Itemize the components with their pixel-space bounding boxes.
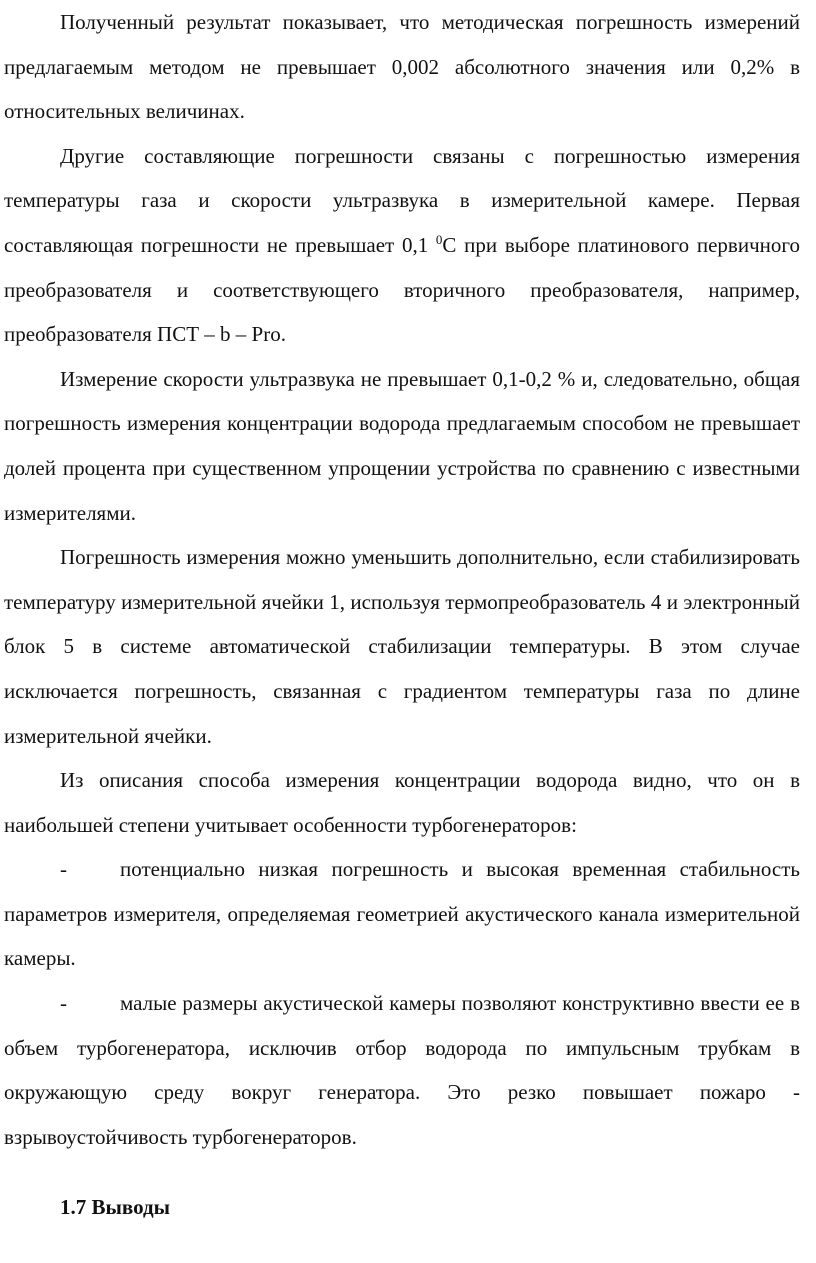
list-item — [4, 981, 800, 1159]
list-item-text: потенциально низкая погрешность и высокая временная стабильность параметров измерителя, определяемая геометрией акустического канала измерительной камеры. — [4, 857, 800, 971]
paragraph-ultrasound: Измерение скорости ультразвука не превышает 0,1-0,2 % и, следовательно, общая погрешность измерения концентрации водорода предлагаемым способом не превышает долей процента при существенном упрощении устройства по сравнению с известными измерителями. — [4, 366, 800, 525]
list-marker: - — [60, 857, 67, 882]
degree-superscript: 0 — [435, 231, 443, 247]
paragraph-other-errors-text: Другие составляющие погрешности связаны с погрешностью измерения температуры газа и скорости ультразвука в измерительной камере. Первая составляющая погрешности не превышает 0,1 — [4, 143, 800, 257]
list-item-text: малые размеры акустической камеры позволяют конструктивно ввести ее в объем турбогенератора, исключив отбор водорода по импульсным трубкам в окружающую среду вокруг генератора. Это резко повышает пожаро - взрывоустойчивость турбогенераторов. — [4, 991, 800, 1149]
paragraph-stabilization: Погрешность измерения можно уменьшить дополнительно, если стабилизировать температуру измерительной ячейки 1, используя термопреобразователь 4 и электронный блок 5 в системе автоматической стабилизации температуры. В этом случае исключается погрешность, связанная с градиентом температуры газа по длине измерительной ячейки. — [4, 545, 800, 748]
section-heading: 1.7 Выводы — [60, 1195, 171, 1219]
paragraph-other-errors-text-end: С при выборе платинового первичного преобразователя и соответствующего вторичного преобразователя, например, преобразователя ПСТ – b – Pro. — [4, 232, 800, 347]
list-marker: - — [60, 991, 67, 1016]
paragraph-method-description: Из описания способа измерения концентрации водорода видно, что он в наибольшей степени учитывает особенности турбогенераторов: — [4, 768, 800, 837]
list-item — [4, 847, 800, 981]
document-page — [4, 0, 800, 1159]
paragraph-other-errors — [4, 134, 800, 357]
paragraph-result: Полученный результат показывает, что методическая погрешность измерений предлагаемым методом не превышает 0,002 абсолютного значения или 0,2% в относительных величинах. — [4, 10, 800, 124]
